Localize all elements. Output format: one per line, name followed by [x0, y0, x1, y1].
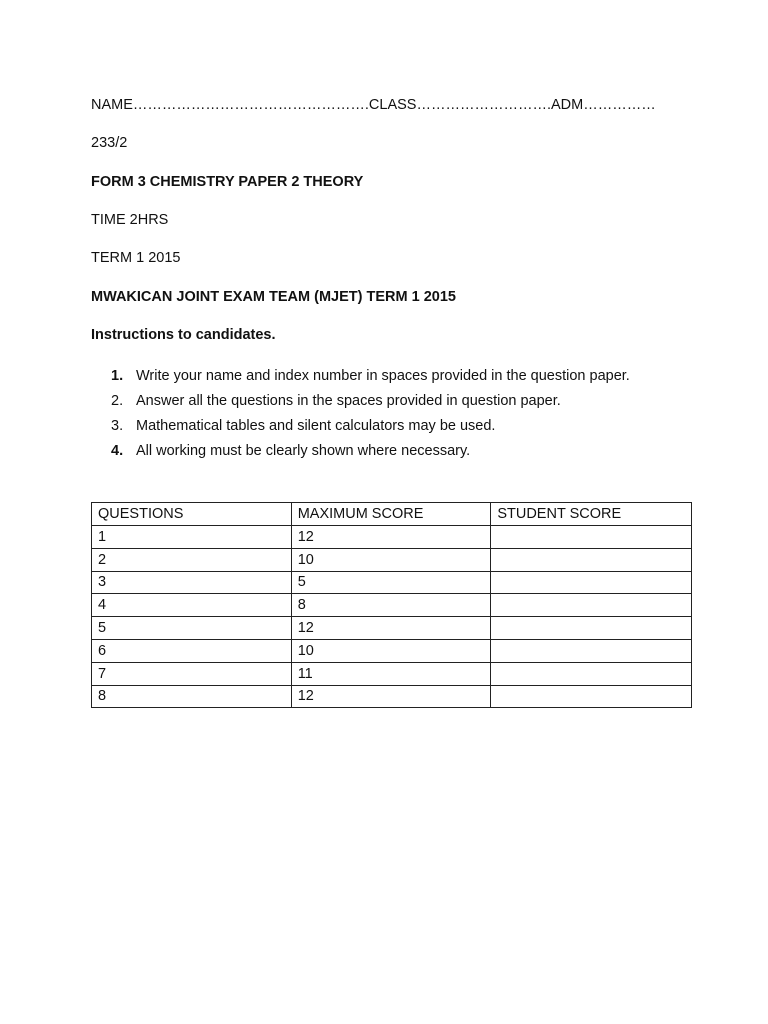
question-number-cell: 1 — [92, 526, 292, 549]
instruction-item — [91, 414, 651, 439]
maximum-score-cell: 12 — [291, 617, 491, 640]
student-score-cell[interactable] — [491, 548, 692, 571]
table-row — [92, 594, 692, 617]
header-questions: QUESTIONS — [92, 503, 292, 526]
instruction-item — [91, 389, 651, 414]
instruction-number: 3. — [111, 418, 124, 434]
instruction-text: Mathematical tables and silent calculators may be used. — [136, 418, 496, 434]
instruction-text: All working must be clearly shown where necessary. — [136, 443, 471, 459]
student-score-cell[interactable] — [491, 639, 692, 662]
question-number-cell: 5 — [92, 617, 292, 640]
maximum-score-cell: 12 — [291, 685, 491, 708]
maximum-score-cell: 8 — [291, 594, 491, 617]
question-number-cell: 7 — [92, 662, 292, 685]
paper-title: FORM 3 CHEMISTRY PAPER 2 THEORY — [91, 174, 364, 190]
maximum-score-cell: 11 — [291, 662, 491, 685]
table-row — [92, 526, 692, 549]
header-student-score: STUDENT SCORE — [491, 503, 692, 526]
maximum-score-cell: 10 — [291, 639, 491, 662]
instructions-heading: Instructions to candidates. — [91, 327, 276, 343]
table-row — [92, 617, 692, 640]
maximum-score-cell: 5 — [291, 571, 491, 594]
score-table — [91, 502, 692, 708]
instruction-number: 1. — [111, 368, 124, 384]
question-number-cell: 2 — [92, 548, 292, 571]
table-row — [92, 571, 692, 594]
student-score-cell[interactable] — [491, 526, 692, 549]
student-score-cell[interactable] — [491, 617, 692, 640]
question-number-cell: 8 — [92, 685, 292, 708]
question-number-cell: 3 — [92, 571, 292, 594]
student-score-cell[interactable] — [491, 594, 692, 617]
exam-term: TERM 1 2015 — [91, 250, 181, 266]
table-row — [92, 548, 692, 571]
instruction-text: Answer all the questions in the spaces provided in question paper. — [136, 393, 561, 409]
maximum-score-cell: 12 — [291, 526, 491, 549]
instruction-text: Write your name and index number in spaces provided in the question paper. — [136, 368, 630, 384]
student-score-cell[interactable] — [491, 685, 692, 708]
instructions-list — [91, 364, 651, 464]
instruction-number: 2. — [111, 393, 124, 409]
student-score-cell[interactable] — [491, 662, 692, 685]
exam-time: TIME 2HRS — [91, 212, 169, 228]
instruction-item — [91, 439, 651, 464]
table-row — [92, 662, 692, 685]
paper-code: 233/2 — [91, 135, 128, 151]
table-row — [92, 639, 692, 662]
question-number-cell: 6 — [92, 639, 292, 662]
exam-team: MWAKICAN JOINT EXAM TEAM (MJET) TERM 1 2015 — [91, 289, 456, 305]
table-row — [92, 685, 692, 708]
instruction-number: 4. — [111, 443, 124, 459]
instruction-item — [91, 364, 651, 389]
maximum-score-cell: 10 — [291, 548, 491, 571]
header-maximum-score: MAXIMUM SCORE — [291, 503, 491, 526]
student-score-cell[interactable] — [491, 571, 692, 594]
candidate-details-line: NAME………………………………………….CLASS……………………….ADM…………… — [91, 97, 656, 113]
question-number-cell: 4 — [92, 594, 292, 617]
score-table-header-row — [92, 503, 692, 526]
